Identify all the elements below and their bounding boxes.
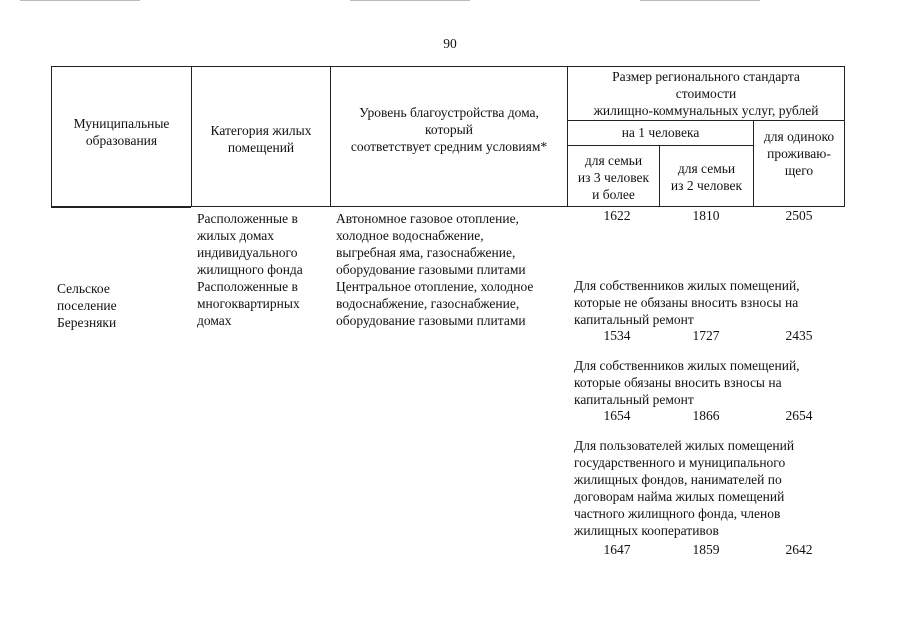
value-single-row4: 2642	[785, 542, 813, 557]
value-family2-row1: 1810	[692, 208, 720, 223]
value-family2-row4: 1859	[692, 542, 720, 557]
value-family3-row4: 1647	[603, 542, 631, 557]
scan-mark	[20, 0, 140, 1]
table-top-border	[51, 66, 845, 67]
note-owners-not-obliged: Для собственников жилых помещений, которые не обязаны вносить взносы на капитальный ремонт	[574, 278, 800, 327]
category-individual: Расположенные в жилых домах индивидуального жилищного фонда	[197, 211, 303, 277]
header-per-person: на 1 человека	[621, 125, 700, 140]
value-family3-row1: 1622	[603, 208, 631, 223]
note-owners-obliged: Для собственников жилых помещений, которые обязаны вносить взносы на капитальный ремонт	[574, 358, 800, 407]
level-central: Центральное отопление, холодное водоснабжение, газоснабжение, оборудование газовыми плитами	[336, 279, 534, 328]
header-standard: Размер регионального стандарта стоимости жилищно-коммунальных услуг, рублей	[593, 69, 819, 118]
header-family3: для семьи из 3 человек и более	[577, 153, 650, 202]
scan-mark	[640, 0, 760, 1]
value-family2-row2: 1727	[692, 328, 720, 343]
value-family3-row3: 1654	[603, 408, 631, 423]
header-level: Уровень благоустройства дома, который соответствует средним условиям*	[350, 105, 548, 154]
header-single: для одиноко проживаю- щего	[763, 129, 835, 178]
header-family2: для семьи из 2 человек	[670, 161, 743, 193]
page-number: 90	[443, 36, 457, 51]
scan-mark	[350, 0, 470, 1]
header-category: Категория жилых помещений	[210, 123, 312, 155]
value-family2-row3: 1866	[692, 408, 720, 423]
value-single-row1: 2505	[785, 208, 813, 223]
per-person-subheader-line	[567, 145, 753, 146]
category-apartment: Расположенные в многоквартирных домах	[197, 279, 300, 328]
standard-subheader-line	[567, 120, 845, 121]
value-single-row2: 2435	[785, 328, 813, 343]
value-family3-row2: 1534	[603, 328, 631, 343]
header-municipal: Муниципальные образования	[73, 116, 170, 148]
value-single-row3: 2654	[785, 408, 813, 423]
table-right-border	[844, 66, 845, 207]
note-users-tenants: Для пользователей жилых помещений государственного и муниципального жилищных фондов, нанимателей по договорам найма жилых помещений частного жилищного фонда, членов жилищных кооперативов	[574, 438, 795, 538]
municipality-name: Сельское поселение Березняки	[57, 281, 117, 330]
level-autonomous: Автономное газовое отопление, холодное водоснабжение, выгребная яма, газоснабжение, оборудование газовыми плитами	[336, 211, 526, 277]
row-divider	[51, 207, 191, 208]
